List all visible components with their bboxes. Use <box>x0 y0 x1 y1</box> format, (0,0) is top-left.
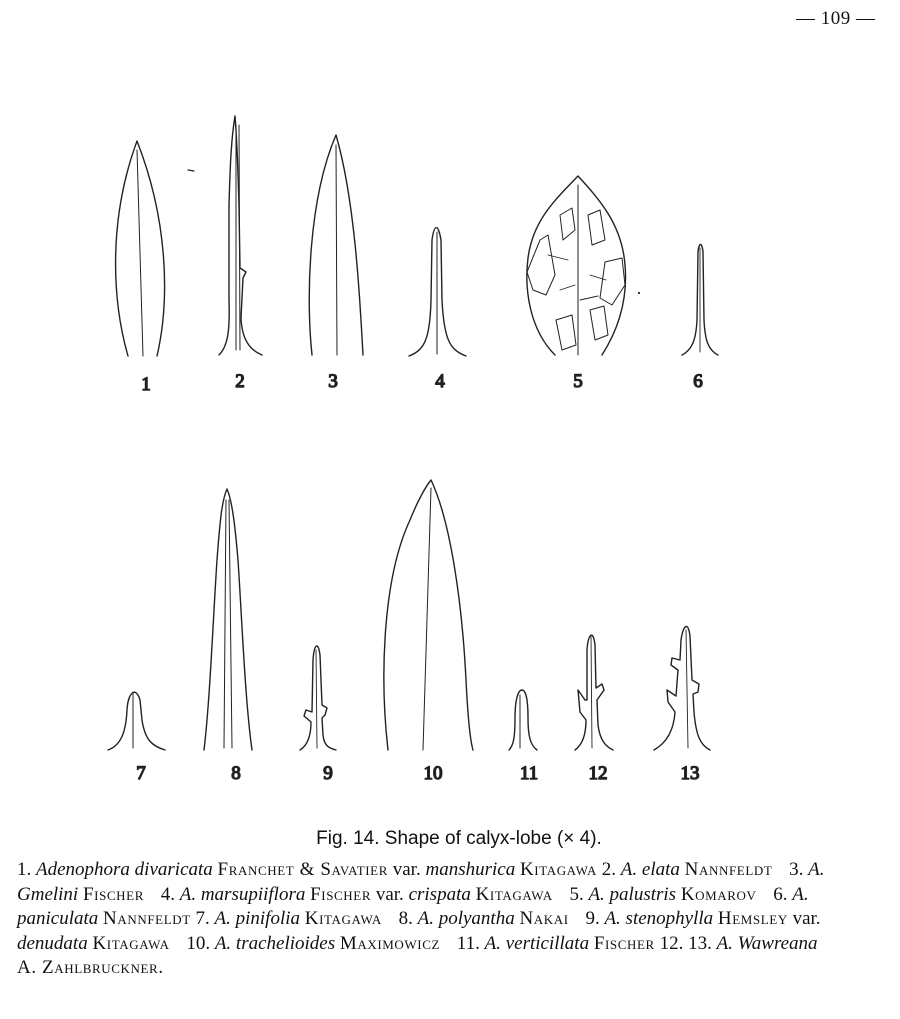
lobe-drawing-10 <box>384 480 473 750</box>
legend-entry-7: 7. A. pinifolia Kitagawa <box>195 908 382 929</box>
lobe-label: 1 <box>141 374 151 395</box>
lobe-drawing-12 <box>575 635 613 750</box>
lobe-drawing-1 <box>116 141 165 356</box>
lobe-drawing-5 <box>527 176 626 355</box>
lobe-label: 9 <box>323 763 333 784</box>
lobe-drawing-13 <box>654 626 710 750</box>
legend-entry-2: 2. A. elata Nannfeldt <box>601 859 773 880</box>
legend-entry-1: 1. Adenophora divaricata Franchet & Savatier var. manshurica Kitagawa <box>17 859 598 880</box>
lobe-drawing-3 <box>309 135 363 355</box>
lobe-drawing-6 <box>682 245 718 356</box>
lobe-label: 3 <box>328 371 338 392</box>
legend-entry-4: 4. A. marsupiiflora Fischer var. crispata Kitagawa <box>160 883 553 905</box>
lobe-drawing-2 <box>219 116 262 355</box>
lobe-label: 10 <box>423 763 443 784</box>
lobe-drawing-7 <box>108 692 165 750</box>
legend-entry-11: 11. A. verticillata Fischer <box>456 932 655 954</box>
lobe-drawing-11 <box>509 690 537 750</box>
lobe-drawing-9 <box>300 646 336 750</box>
lobe-label: 12 <box>588 763 608 784</box>
lobe-label: 2 <box>235 371 245 392</box>
figure-caption-title: Fig. 14. Shape of calyx-lobe (× 4). <box>316 828 602 849</box>
legend-entry-3: 3. A. Gmelini Fischer <box>17 859 825 905</box>
lobe-label: 11 <box>519 763 539 784</box>
lobe-label: 8 <box>231 763 241 784</box>
lobe-drawing-4 <box>409 228 466 356</box>
legend-entry-5: 5. A. palustris Komarov <box>569 883 757 905</box>
lobe-label: 4 <box>435 371 445 392</box>
lobe-label: 13 <box>680 763 700 784</box>
legend-entry-12-13: 12. 13. A. Wawreana A. Zahlbruckner. <box>17 932 818 978</box>
lobe-label: 6 <box>693 371 703 392</box>
lobe-label: 5 <box>573 371 583 392</box>
legend-entry-10: 10. A. trachelioides Maximowicz <box>186 932 441 954</box>
legend-entry-8: 8. A. polyantha Nakai <box>398 908 569 929</box>
lobe-drawing-8 <box>204 489 252 750</box>
legend-entry-9: 9. A. stenophylla Hemsley var. denudata Kitagawa <box>17 908 821 954</box>
figure-legend <box>17 858 832 981</box>
page-number: — 109 — <box>796 8 876 29</box>
lobe-label: 7 <box>136 763 146 784</box>
legend-entry-6: 6. A. paniculata Nannfeldt <box>17 883 809 929</box>
